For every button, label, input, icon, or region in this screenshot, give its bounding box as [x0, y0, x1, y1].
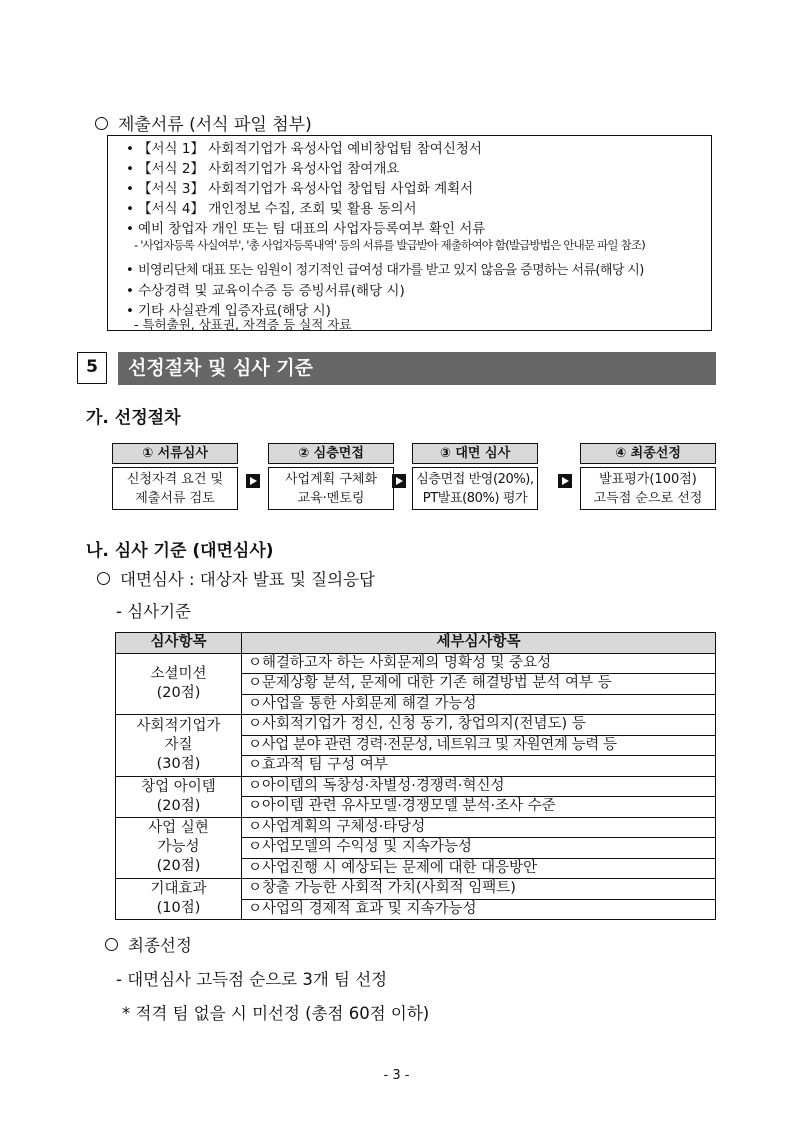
criteria-item: ㅇ 아이템의 독창성·차별성·경쟁력·혁신성: [242, 776, 716, 797]
submission-list-box: [107, 135, 712, 331]
criteria-item: ㅇ 사업진행 시 예상되는 문제에 대한 대응방안: [242, 858, 716, 879]
criteria-item: ㅇ 사회적기업가 정신, 신청 동기, 창업의지(전념도) 등: [242, 715, 716, 736]
criteria-item: ㅇ 사업 분야 관련 경력·전문성, 네트워크 및 자원연계 능력 등: [242, 735, 716, 756]
procedure-heading: 가. 선정절차: [86, 408, 181, 428]
criteria-item: ㅇ 아이템 관련 유사모델·경쟁모델 분석·조사 수준: [242, 797, 716, 818]
page-number: - 3 -: [383, 1068, 410, 1083]
circle-bullet-icon: [95, 117, 108, 130]
step-4-title: ④ 최종선정: [580, 443, 716, 464]
step-2-body: 사업계획 구체화 교육·멘토링: [268, 467, 394, 510]
submission-heading: 제출서류 (서식 파일 첨부): [95, 110, 312, 135]
step-1-body: 신청자격 요건 및 제출서류 검토: [112, 467, 238, 510]
list-note: - 특허출원, 상표권, 자격증 등 실적 자료: [134, 317, 352, 332]
list-item: • 【서식 4】 개인정보 수집, 조회 및 활용 동의서: [138, 197, 417, 217]
section-title: 선정절차 및 심사 기준: [118, 352, 716, 385]
criteria-category: 사회적기업가 자질 (30점): [116, 715, 242, 777]
final-rule: - 대면심사 고득점 순으로 3개 팀 선정: [116, 970, 388, 989]
criteria-item: ㅇ 문제상황 분석, 문제에 대한 기존 해결방법 분석 여부 등: [242, 674, 716, 695]
step-1-title: ① 서류심사: [112, 443, 238, 464]
criteria-heading: 나. 심사 기준 (대면심사): [86, 541, 274, 561]
criteria-item: ㅇ 사업계획의 구체성·타당성: [242, 817, 716, 838]
table-header: 세부심사항목: [242, 633, 716, 654]
list-item: • 【서식 1】 사회적기업가 육성사업 예비창업팀 참여신청서: [138, 137, 482, 157]
final-note: * 적격 팀 없을 시 미선정 (총점 60점 이하): [122, 1004, 430, 1023]
criteria-category: 소셜미션 (20점): [116, 653, 242, 715]
criteria-item: ㅇ 해결하고자 하는 사회문제의 명확성 및 중요성: [242, 653, 716, 674]
list-item: • 【서식 2】 사회적기업가 육성사업 참여개요: [138, 157, 399, 177]
criteria-intro: 대면심사 : 대상자 발표 및 질의응답: [97, 566, 375, 590]
list-item: • 【서식 3】 사회적기업가 육성사업 창업팀 사업화 계획서: [138, 177, 473, 197]
arrow-right-icon: [558, 474, 572, 488]
step-4-body: 발표평가(100점) 고득점 순으로 선정: [580, 467, 716, 510]
arrow-right-icon: [392, 474, 406, 488]
step-2-title: ② 심층면접: [268, 443, 394, 464]
step-3-title: ③ 대면 심사: [412, 443, 538, 464]
list-item: • 비영리단체 대표 또는 임원이 정기적인 급여성 대가를 받고 있지 않음을 증명하는 서류(해당 시): [138, 259, 644, 278]
criteria-table: [115, 632, 716, 920]
criteria-category: 창업 아이템 (20점): [116, 776, 242, 817]
criteria-category: 사업 실현 가능성 (20점): [116, 817, 242, 879]
criteria-item: ㅇ 창출 가능한 사회적 가치(사회적 임팩트): [242, 879, 716, 900]
criteria-item: ㅇ 사업의 경제적 효과 및 지속가능성: [242, 899, 716, 920]
criteria-subheading: - 심사기준: [116, 602, 191, 621]
arrow-right-icon: [246, 474, 260, 488]
table-header: 심사항목: [116, 633, 242, 654]
circle-bullet-icon: [97, 572, 110, 585]
final-heading: 최종선정: [105, 932, 192, 956]
list-item: • 기타 사실관계 입증자료(해당 시): [138, 299, 331, 319]
circle-bullet-icon: [105, 938, 118, 951]
criteria-item: ㅇ 사업을 통한 사회문제 해결 가능성: [242, 694, 716, 715]
section-number: 5: [77, 352, 107, 384]
criteria-item: ㅇ 효과적 팀 구성 여부: [242, 756, 716, 777]
list-item: • 수상경력 및 교육이수증 등 증빙서류(해당 시): [138, 279, 405, 299]
list-note: - '사업자등록 사실여부', '총 사업자등록내역' 등의 서류를 발급받아 제출하여야 함(발급방법은 안내문 파일 참조): [134, 238, 645, 252]
step-3-body: 심층면접 반영(20%), PT발표(80%) 평가: [412, 467, 538, 510]
list-item: • 예비 창업자 개인 또는 팀 대표의 사업자등록여부 확인 서류: [138, 217, 485, 237]
criteria-category: 기대효과 (10점): [116, 879, 242, 920]
criteria-item: ㅇ 사업모델의 수익성 및 지속가능성: [242, 838, 716, 859]
